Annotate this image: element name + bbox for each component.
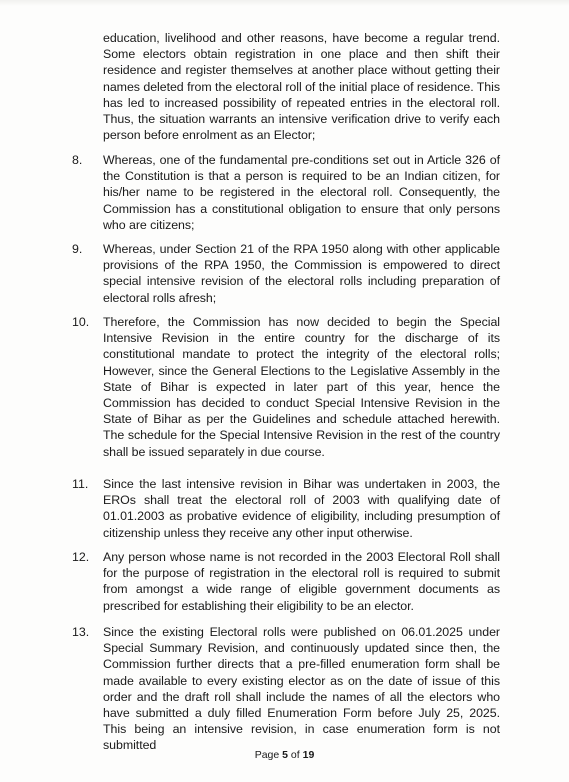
item-number: 12. xyxy=(72,550,90,564)
item-number: 11. xyxy=(72,477,89,491)
item-number: 10. xyxy=(72,315,90,329)
paragraph-text: education, livelihood and other reasons, have become a regular trend. Some electors obtain registration in one place and then shift their residence and register themselves at another place without getting their names deleted from the electoral roll of the initial place of residence. This has led to increased possibility of repeated entries in the electoral roll. Thus, the situation warrants an intensive verification drive to verify each person before enrolment as an Elector; xyxy=(103,31,500,143)
page-label: Page xyxy=(254,749,280,761)
item-text: Whereas, under Section 21 of the RPA 1950 along with other applicable provisions of the RPA 1950, the Commission is empowered to direct special intensive revision of the electoral rolls including preparation of electoral rolls afresh; xyxy=(103,242,500,305)
page-footer xyxy=(0,749,569,762)
item-number: 13. xyxy=(72,625,90,639)
total-pages: 19 xyxy=(302,749,315,761)
page-top-edge xyxy=(0,0,569,6)
item-number: 8. xyxy=(72,153,83,167)
item-number: 9. xyxy=(72,242,83,256)
of-label: of xyxy=(290,749,300,761)
page-number: 5 xyxy=(282,749,288,761)
item-text: Therefore, the Commission has now decided to begin the Special Intensive Revision in the entire country for the discharge of its constitutional mandate to protect the integrity of the electoral rolls; However, since the General Elections to the Legislative Assembly in the State of Bihar is expected in later part of this year, hence the Commission has decided to conduct Special Intensive Revision in the State of Bihar as per the Guidelines and schedule attached herewith. The schedule for the Special Intensive Revision in the rest of the country shall be issued separately in due course. xyxy=(103,315,500,459)
item-text: Since the last intensive revision in Bihar was undertaken in 2003, the EROs shall treat the electoral roll of 2003 with qualifying date of 01.01.2003 as probative evidence of eligibility, including presumption of citizenship unless they receive any other input otherwise. xyxy=(103,477,500,540)
item-text: Whereas, one of the fundamental pre-conditions set out in Article 326 of the Constitution is that a person is required to be an Indian citizen, for his/her name to be registered in the electoral roll. Consequently, the Commission has a constitutional obligation to ensure that only persons who are citizens; xyxy=(103,153,500,232)
item-text: Any person whose name is not recorded in the 2003 Electoral Roll shall for the purpose of registration in the electoral roll is required to submit from amongst a wide range of eligible government documents as prescribed for establishing their eligibility to be an elector. xyxy=(103,550,500,613)
item-text: Since the existing Electoral rolls were published on 06.01.2025 under Special Summary Revision, and continuously updated since then, the Commission further directs that a pre-filled enumeration form shall be made available to every existing elector as on the date of issue of this order and the draft roll shall include the names of all the electors who have submitted a duly filled Enumeration Form before July 25, 2025. This being an intensive revision, in case enumeration form is not submitted xyxy=(103,625,500,753)
